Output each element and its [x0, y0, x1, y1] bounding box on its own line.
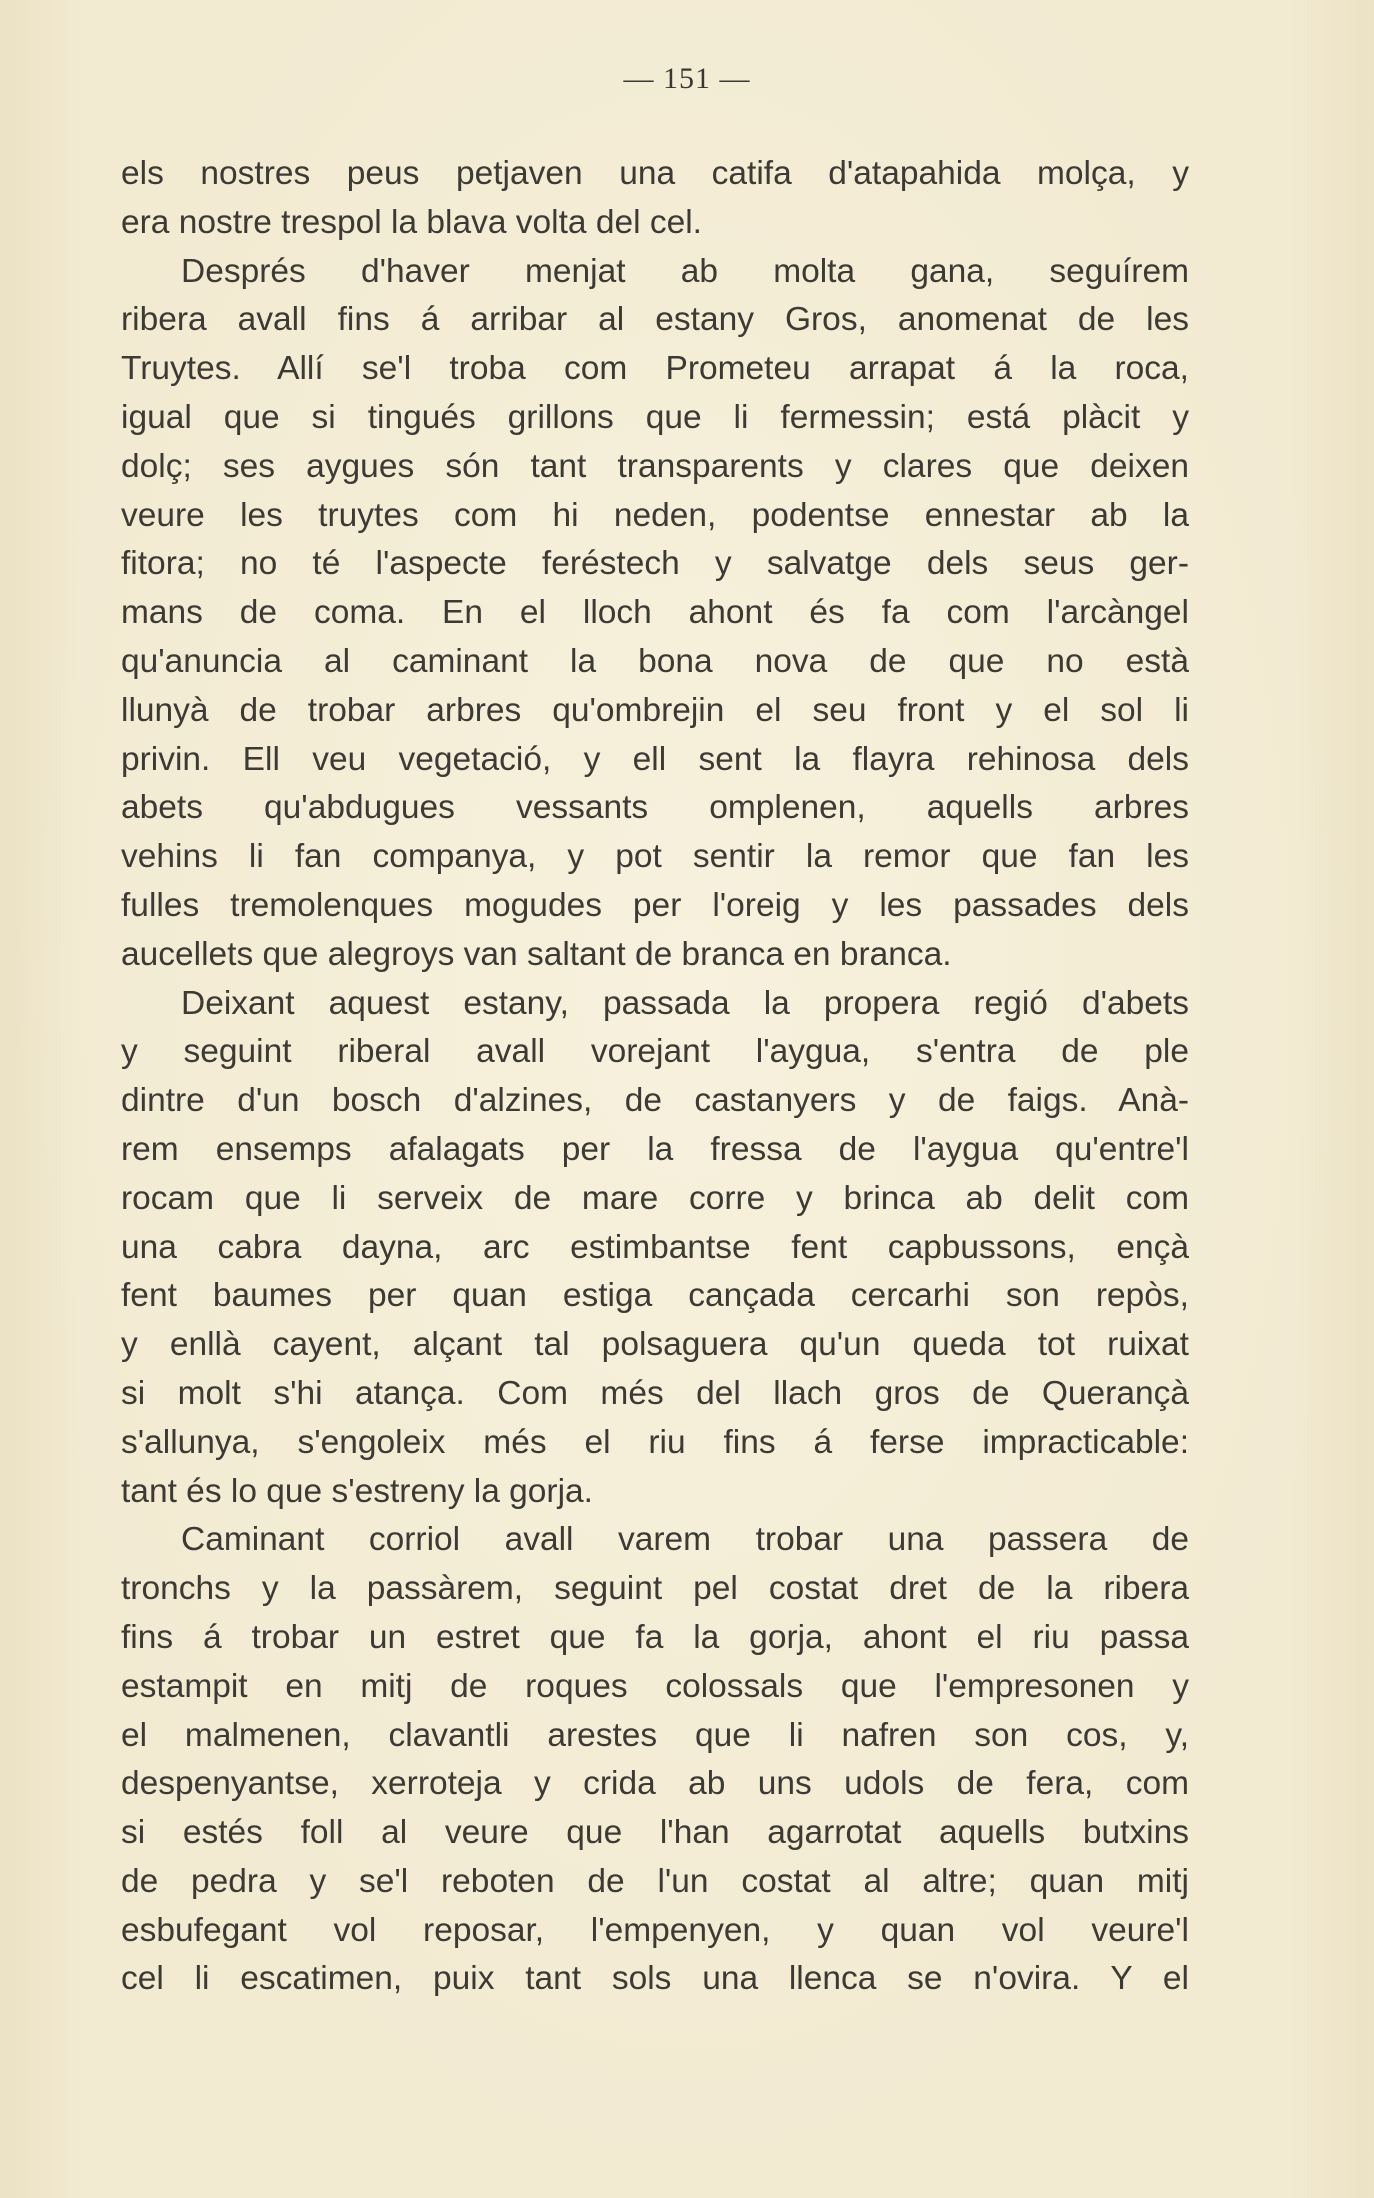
text-line: igual que si tingués grillons que li fermessin; está plàcit y: [121, 398, 1189, 436]
text-line: vehins li fan companya, y pot sentir la remor que fan les: [121, 838, 1189, 876]
text-line: una cabra dayna, arc estimbantse fent capbussons, ençà: [121, 1228, 1189, 1266]
text-line: tronchs y la passàrem, seguint pel costat dret de la ribera: [121, 1570, 1189, 1608]
text-line: abets qu'abdugues vessants omplenen, aquells arbres: [121, 789, 1189, 827]
text-line: els nostres peus petjaven una catifa d'atapahida molça, y: [121, 155, 1189, 192]
text-line: llunyà de trobar arbres qu'ombrejin el seu front y el sol li: [121, 691, 1189, 729]
text-line: cel li escatimen, puix tant sols una llenca se n'ovira. Y el: [121, 1960, 1189, 1998]
text-line: Truytes. Allí se'l troba com Prometeu arrapat á la roca,: [121, 350, 1189, 388]
text-line: el malmenen, clavantli arestes que li nafren son cos, y,: [121, 1716, 1189, 1754]
text-line: tant és lo que s'estreny la gorja.: [121, 1472, 593, 1510]
text-line: y enllà cayent, alçant tal polsaguera qu'un queda tot ruixat: [121, 1326, 1189, 1364]
text-line: mans de coma. En el lloch ahont és fa com l'arcàngel: [121, 594, 1189, 632]
text-line: despenyantse, xerroteja y crida ab uns udols de fera, com: [121, 1765, 1189, 1803]
text-line: fins á trobar un estret que fa la gorja, ahont el riu passa: [121, 1618, 1189, 1656]
text-line: fitora; no té l'aspecte feréstech y salvatge dels seus ger-: [121, 545, 1189, 583]
text-line: veure les truytes com hi neden, podentse ennestar ab la: [121, 496, 1189, 534]
text-line: esbufegant vol reposar, l'empenyen, y quan vol veure'l: [121, 1911, 1189, 1949]
text-line: ribera avall fins á arribar al estany Gros, anomenat de les: [121, 301, 1189, 339]
text-line: si estés foll al veure que l'han agarrotat aquells butxins: [121, 1814, 1189, 1852]
text-line: qu'anuncia al caminant la bona nova de que no està: [121, 642, 1189, 680]
text-line: rocam que li serveix de mare corre y brinca ab delit com: [121, 1179, 1189, 1217]
page-number: — 151 —: [623, 62, 751, 95]
text-line: dintre d'un bosch d'alzines, de castanyers y de faigs. Anà-: [121, 1082, 1189, 1120]
text-line: Deixant aquest estany, passada la propera regió d'abets: [181, 984, 1189, 1022]
body-text: [121, 150, 1189, 2004]
text-line: privin. Ell veu vegetació, y ell sent la flayra rehinosa dels: [121, 740, 1189, 778]
text-line: fent baumes per quan estiga cançada cercarhi son repòs,: [121, 1277, 1189, 1315]
text-line: y seguint riberal avall vorejant l'aygua, s'entra de ple: [121, 1033, 1189, 1071]
text-line: de pedra y se'l reboten de l'un costat al altre; quan mitj: [121, 1862, 1189, 1900]
text-line: estampit en mitj de roques colossals que l'empresonen y: [121, 1667, 1189, 1705]
text-line: Caminant corriol avall varem trobar una passera de: [181, 1521, 1189, 1559]
text-line: s'allunya, s'engoleix més el riu fins á ferse impracticable:: [121, 1423, 1189, 1461]
text-line: Després d'haver menjat ab molta gana, seguírem: [181, 252, 1189, 290]
text-line: si molt s'hi atança. Com més del llach gros de Querançà: [121, 1374, 1189, 1412]
text-line: era nostre trespol la blava volta del cel.: [121, 203, 702, 241]
text-line: dolç; ses aygues són tant transparents y clares que deixen: [121, 447, 1189, 485]
text-line: rem ensemps afalagats per la fressa de l'aygua qu'entre'l: [121, 1130, 1189, 1168]
text-line: aucellets que alegroys van saltant de branca en branca.: [121, 935, 952, 973]
text-line: fulles tremolenques mogudes per l'oreig y les passades dels: [121, 886, 1189, 924]
